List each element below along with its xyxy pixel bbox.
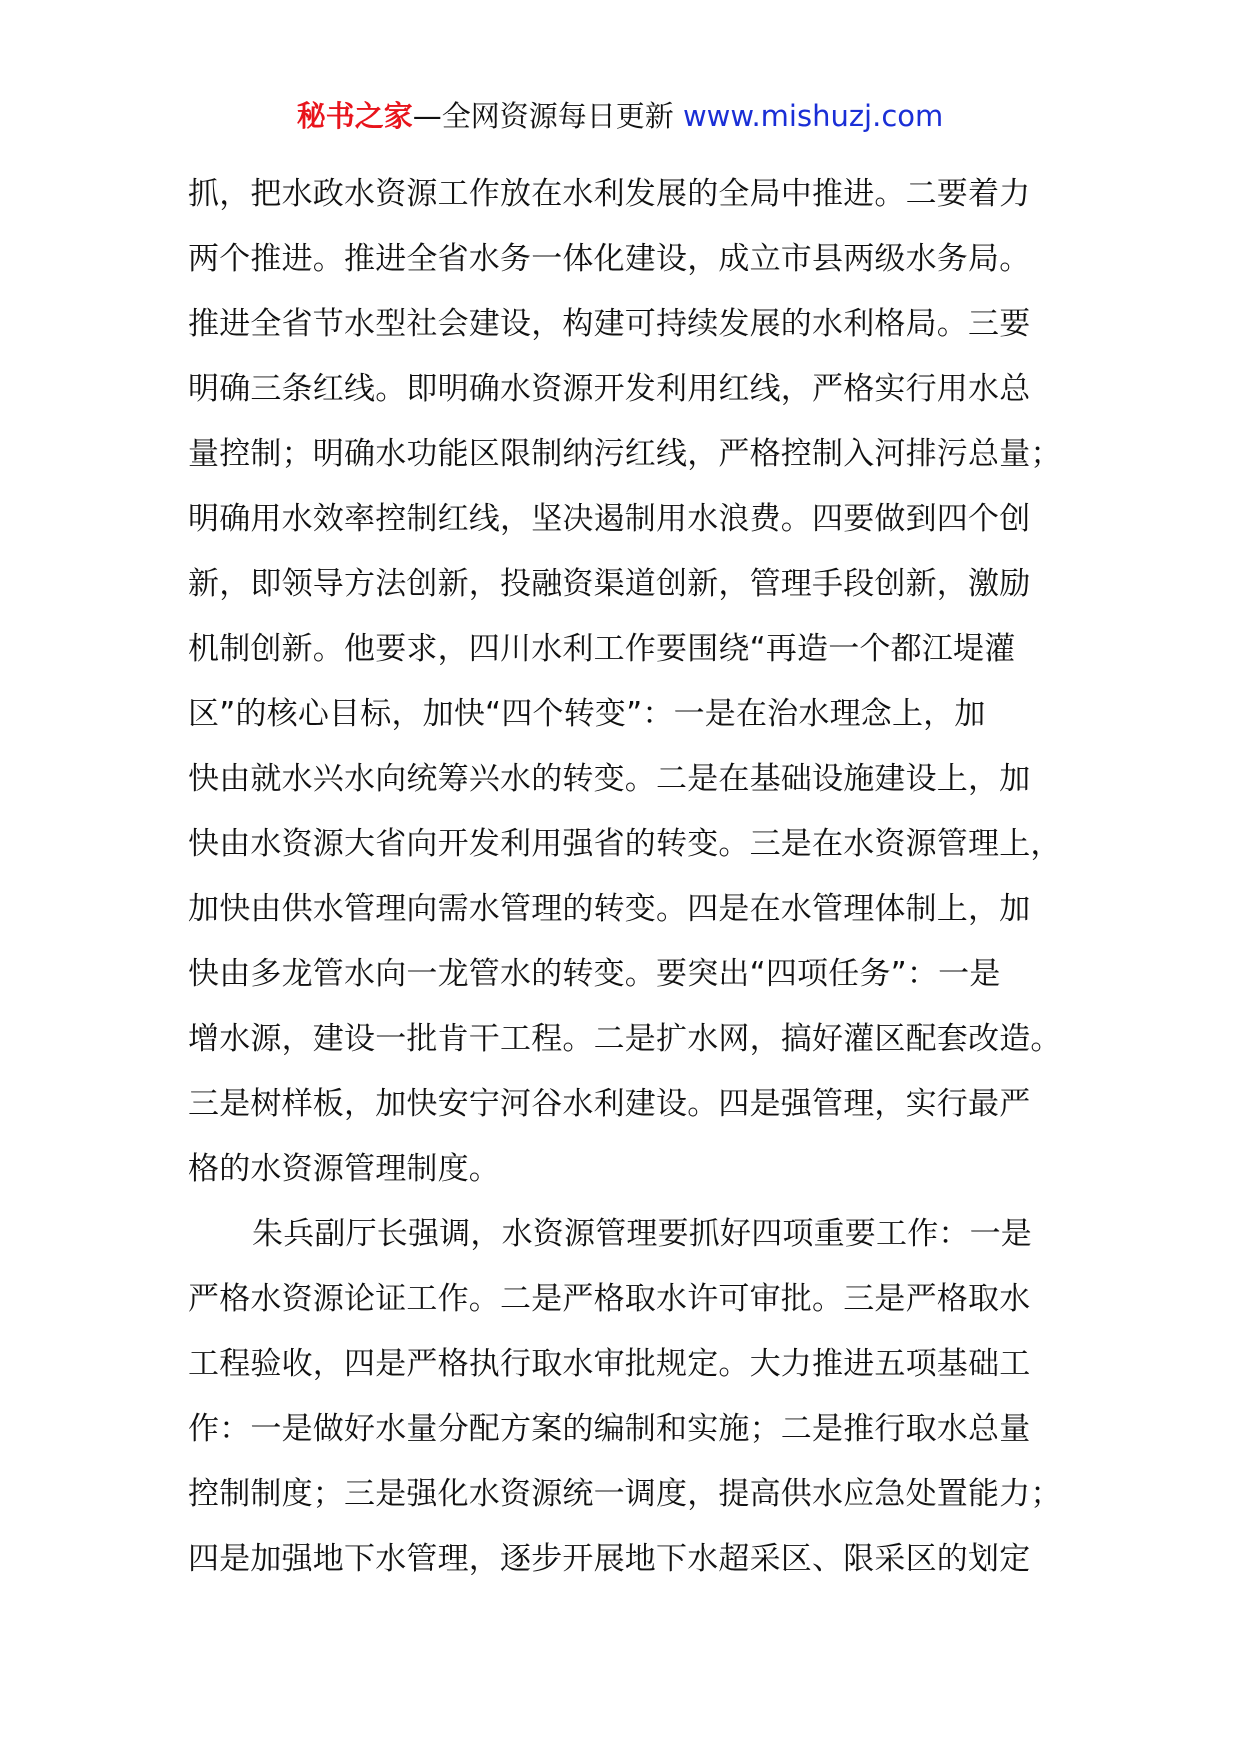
text-line: 抓，把水政水资源工作放在水利发展的全局中推进。二要着力 — [188, 176, 1031, 212]
text-line: 明确用水效率控制红线，坚决遏制用水浪费。四要做到四个创 — [188, 501, 1031, 537]
text-line: 推进全省节水型社会建设，构建可持续发展的水利格局。三要 — [188, 306, 1031, 342]
text-line: 量控制；明确水功能区限制纳污红线，严格控制入河排污总量； — [188, 436, 1062, 472]
paragraph-first-line: 朱兵副厅长强调，水资源管理要抓好四项重要工作：一是 — [252, 1216, 1032, 1252]
text-line: 快由就水兴水向统筹兴水的转变。二是在基础设施建设上，加 — [188, 761, 1031, 797]
text-line: 严格水资源论证工作。二是严格取水许可审批。三是严格取水 — [188, 1281, 1031, 1317]
text-line: 控制制度；三是强化水资源统一调度，提高供水应急处置能力； — [188, 1476, 1062, 1512]
text-line: 区”的核心目标，加快“四个转变”：一是在治水理念上，加 — [188, 696, 986, 732]
text-line: 快由多龙管水向一龙管水的转变。要突出“四项任务”：一是 — [188, 956, 1001, 992]
site-header — [0, 96, 1240, 136]
text-line: 加快由供水管理向需水管理的转变。四是在水管理体制上，加 — [188, 891, 1031, 927]
text-line: 快由水资源大省向开发利用强省的转变。三是在水资源管理上， — [188, 826, 1062, 862]
text-line: 两个推进。推进全省水务一体化建设，成立市县两级水务局。 — [188, 241, 1031, 277]
text-line: 四是加强地下水管理，逐步开展地下水超采区、限采区的划定 — [188, 1541, 1031, 1577]
site-slogan: —全网资源每日更新 — [412, 99, 683, 133]
text-line: 格的水资源管理制度。 — [188, 1151, 500, 1187]
document-body — [188, 162, 1088, 1592]
text-line: 增水源，建设一批肯干工程。二是扩水网，搞好灌区配套改造。 — [188, 1021, 1062, 1057]
text-line: 作：一是做好水量分配方案的编制和实施；二是推行取水总量 — [188, 1411, 1031, 1447]
site-url-link[interactable]: www.mishuzj.com — [682, 99, 944, 133]
text-line: 明确三条红线。即明确水资源开发利用红线，严格实行用水总 — [188, 371, 1031, 407]
text-line: 工程验收，四是严格执行取水审批规定。大力推进五项基础工 — [188, 1346, 1031, 1382]
text-line: 新，即领导方法创新，投融资渠道创新，管理手段创新，激励 — [188, 566, 1031, 602]
text-line: 三是树样板，加快安宁河谷水利建设。四是强管理，实行最严 — [188, 1086, 1031, 1122]
site-brand: 秘书之家 — [296, 99, 413, 133]
text-line: 机制创新。他要求，四川水利工作要围绕“再造一个都江堤灌 — [188, 631, 1016, 667]
